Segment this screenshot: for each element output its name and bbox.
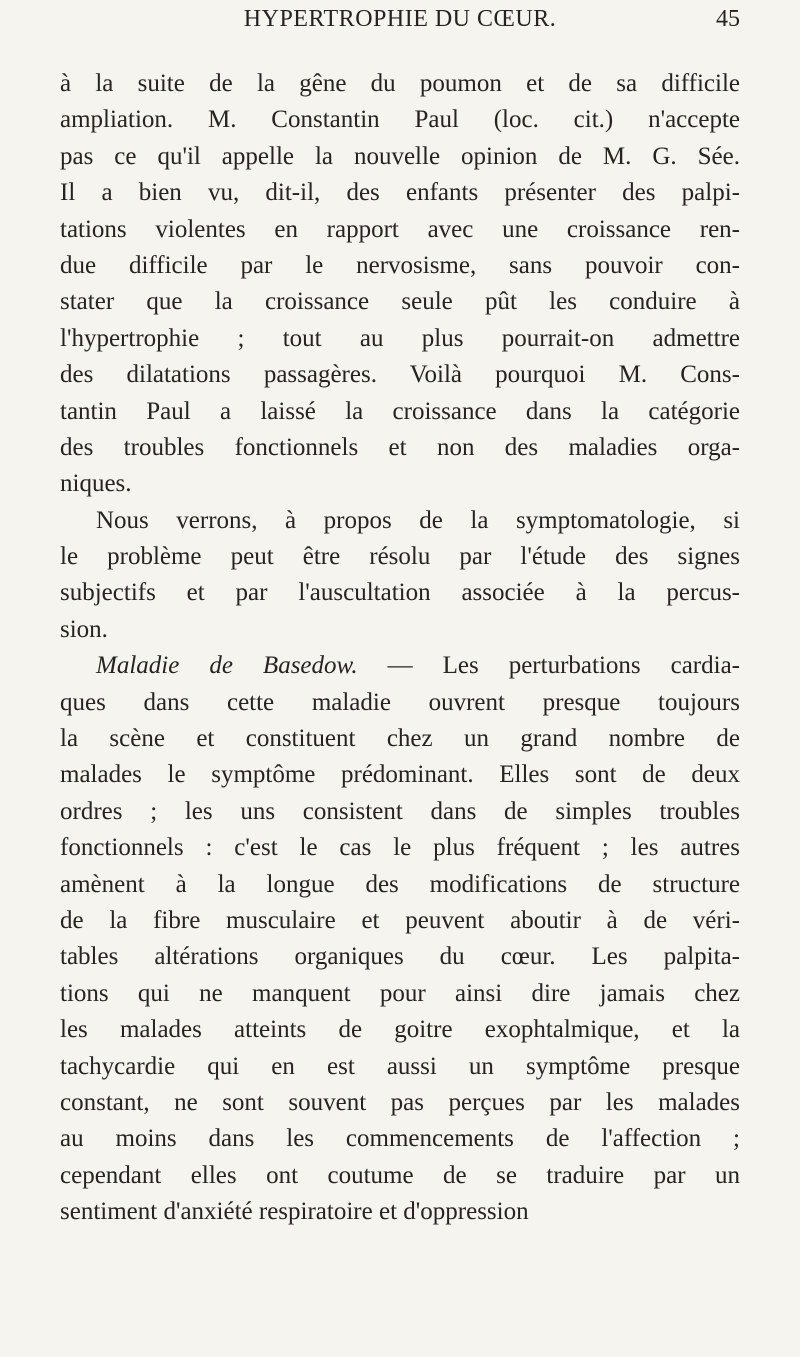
running-title: HYPERTROPHIE DU CŒUR. [243, 6, 557, 32]
text-line: sion. [60, 615, 108, 643]
text-line: subjectifs et par l'auscultation associée à la percus- [60, 579, 740, 607]
text-line: ques dans cette maladie ouvrent presque toujours [60, 688, 740, 716]
text-line: le problème peut être résolu par l'étude des signes [60, 543, 740, 571]
text-line: tantin Paul a laissé la croissance dans la catégorie [60, 397, 740, 425]
text-line: Il a bien vu, dit-il, des enfants présenter des palpi- [60, 179, 740, 207]
page-number: 45 [716, 6, 740, 32]
text-line: sentiment d'anxiété respiratoire et d'oppression [60, 1198, 529, 1226]
text-line: tables altérations organiques du cœur. Les palpita- [60, 943, 740, 971]
text-line: de la fibre musculaire et peuvent aboutir à de véri- [60, 906, 740, 934]
text-line: amènent à la longue des modifications de structure [60, 870, 740, 898]
text-line: malades le symptôme prédominant. Elles sont de deux [60, 761, 740, 789]
text-line-section-start: Maladie de Basedow. — Les perturbations cardia- [96, 652, 741, 680]
text-line: au moins dans les commencements de l'affection ; [60, 1125, 740, 1153]
text-line: stater que la croissance seule pût les conduire à [60, 288, 740, 316]
text-line: fonctionnels : c'est le cas le plus fréquent ; les autres [60, 834, 740, 862]
text-line: l'hypertrophie ; tout au plus pourrait-on admettre [60, 324, 740, 352]
text-line: à la suite de la gêne du poumon et de sa difficile [60, 70, 740, 97]
text-line: Nous verrons, à propos de la symptomatologie, si [96, 506, 740, 534]
text-line: tions qui ne manquent pour ainsi dire jamais chez [60, 979, 740, 1007]
section-heading: Maladie de Basedow. [96, 652, 358, 680]
text-line: des dilatations passagères. Voilà pourquoi M. Cons- [60, 361, 740, 389]
text-line: ampliation. M. Constantin Paul (loc. cit.) n'accepte [60, 106, 740, 134]
text-line: des troubles fonctionnels et non des maladies orga- [60, 433, 740, 461]
text-line: niques. [60, 470, 132, 498]
text-line: la scène et constituent chez un grand nombre de [60, 725, 740, 753]
text-line: les malades atteints de goitre exophtalmique, et la [60, 1016, 740, 1044]
text-line: tachycardie qui en est aussi un symptôme presque [60, 1052, 740, 1080]
text-line: cependant elles ont coutume de se traduire par un [60, 1161, 740, 1189]
page-header [60, 6, 740, 46]
text-line: tations violentes en rapport avec une croissance ren- [60, 215, 740, 243]
body-text [60, 66, 740, 1231]
text-line: constant, ne sont souvent pas perçues par les malades [60, 1088, 740, 1116]
text-line: due difficile par le nervosisme, sans pouvoir con- [60, 251, 740, 279]
text-line: pas ce qu'il appelle la nouvelle opinion de M. G. Sée. [60, 142, 740, 170]
text-line: ordres ; les uns consistent dans de simples troubles [60, 797, 740, 825]
